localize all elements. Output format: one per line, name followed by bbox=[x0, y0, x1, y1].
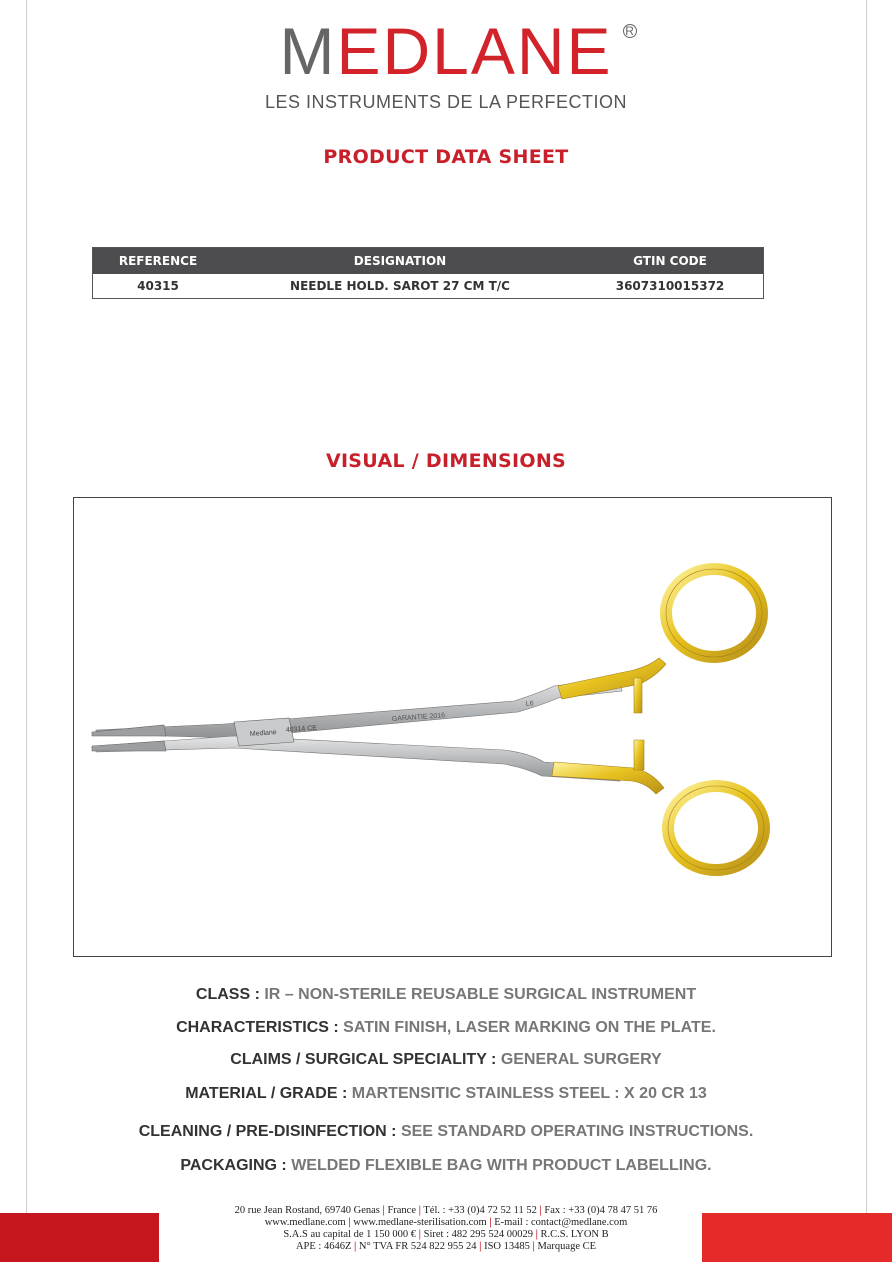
product-table bbox=[92, 247, 764, 299]
footer-ape: APE : 4646Z bbox=[295, 1241, 352, 1252]
spec-label: CHARACTERISTICS : bbox=[176, 1019, 344, 1036]
visual-dimensions-title: VISUAL / DIMENSIONS bbox=[325, 450, 567, 472]
header-gtin: GTIN CODE bbox=[633, 254, 707, 268]
footer-separator: | bbox=[532, 1241, 535, 1252]
footer-fax: Fax : +33 (0)4 78 47 51 76 bbox=[544, 1205, 658, 1216]
left-border-line bbox=[26, 0, 27, 1262]
footer-capital: S.A.S au capital de 1 150 000 € bbox=[283, 1229, 417, 1240]
footer-separator: | bbox=[535, 1229, 538, 1240]
spec-label: MATERIAL / GRADE : bbox=[185, 1085, 352, 1102]
footer-separator: | bbox=[539, 1205, 542, 1216]
footer-web1[interactable]: www.medlane.com bbox=[264, 1217, 346, 1228]
spec-class bbox=[0, 986, 892, 1004]
right-border-line bbox=[866, 0, 867, 1262]
header-designation: DESIGNATION bbox=[353, 254, 447, 268]
footer-siret: Siret : 482 295 524 00029 bbox=[423, 1229, 533, 1240]
footer-separator: | bbox=[418, 1229, 421, 1240]
footer-separator: | bbox=[353, 1241, 357, 1252]
footer-company-info bbox=[0, 1205, 892, 1253]
registered-mark: R bbox=[623, 24, 637, 38]
spec-label: CLAIMS / SURGICAL SPECIALITY : bbox=[230, 1051, 501, 1068]
spec-label: CLASS : bbox=[195, 986, 265, 1003]
table-header-row bbox=[93, 248, 763, 274]
footer-line-1 bbox=[0, 1205, 892, 1217]
spec-value: SATIN FINISH, LASER MARKING ON THE PLATE. bbox=[343, 1019, 716, 1036]
footer-web2[interactable]: www.medlane-sterilisation.com bbox=[353, 1217, 487, 1228]
cell-gtin: 3607310015372 bbox=[615, 279, 725, 293]
table-row bbox=[93, 274, 763, 298]
brand-wordmark bbox=[279, 14, 634, 88]
spec-value: MARTENSITIC STAINLESS STEEL : X 20 CR 13 bbox=[351, 1085, 707, 1102]
spec-label: PACKAGING : bbox=[180, 1157, 292, 1174]
footer-line-3 bbox=[0, 1229, 892, 1241]
spec-value: IR – NON-STERILE REUSABLE SURGICAL INSTRUMENT bbox=[264, 986, 697, 1003]
cell-designation: NEEDLE HOLD. SAROT 27 CM T/C bbox=[290, 279, 510, 293]
tagline: LES INSTRUMENTS DE LA PERFECTION bbox=[264, 92, 628, 112]
footer-country: France bbox=[387, 1205, 417, 1216]
footer-iso: ISO 13485 bbox=[484, 1241, 530, 1252]
brand-rest: EDLANE bbox=[336, 14, 613, 88]
footer-separator: | bbox=[418, 1205, 421, 1216]
product-visual-frame bbox=[73, 497, 832, 957]
spec-material bbox=[0, 1085, 892, 1103]
spec-value: SEE STANDARD OPERATING INSTRUCTIONS. bbox=[400, 1123, 754, 1140]
brand-initial: M bbox=[279, 14, 337, 88]
spec-cleaning bbox=[0, 1123, 892, 1141]
spec-value: WELDED FLEXIBLE BAG WITH PRODUCT LABELLING. bbox=[291, 1157, 712, 1174]
footer-ce: Marquage CE bbox=[537, 1241, 597, 1252]
footer-address: 20 rue Jean Rostand, 69740 Genas bbox=[234, 1205, 380, 1216]
cell-reference: 40315 bbox=[137, 279, 179, 293]
product-data-sheet-title: PRODUCT DATA SHEET bbox=[323, 146, 569, 168]
header-reference: REFERENCE bbox=[118, 254, 198, 268]
footer-email[interactable]: E-mail : contact@medlane.com bbox=[494, 1217, 628, 1228]
spec-characteristics bbox=[0, 1019, 892, 1037]
spec-label: CLEANING / PRE-DISINFECTION : bbox=[138, 1123, 401, 1140]
marking-mark: L6 bbox=[525, 700, 534, 708]
marking-ref: 40314 CE bbox=[285, 724, 318, 734]
footer-tva: N° TVA FR 524 822 955 24 bbox=[358, 1241, 477, 1252]
footer-tel: Tél. : +33 (0)4 72 52 11 52 bbox=[423, 1205, 537, 1216]
marking-brand: Medlane bbox=[249, 729, 277, 738]
needle-holder-image bbox=[74, 498, 831, 956]
footer-separator: | bbox=[382, 1205, 385, 1216]
medlane-logo bbox=[0, 14, 892, 88]
marking-guarantee: GARANTIE 2016 bbox=[391, 712, 446, 723]
spec-packaging bbox=[0, 1157, 892, 1175]
footer-separator: | bbox=[489, 1217, 492, 1228]
footer-rcs: R.C.S. LYON B bbox=[540, 1229, 609, 1240]
footer-line-2 bbox=[0, 1217, 892, 1229]
footer-separator: | bbox=[479, 1241, 482, 1252]
spec-value: GENERAL SURGERY bbox=[500, 1051, 662, 1068]
spec-claims bbox=[0, 1051, 892, 1069]
footer-line-4 bbox=[0, 1241, 892, 1253]
footer-separator: | bbox=[348, 1217, 351, 1228]
